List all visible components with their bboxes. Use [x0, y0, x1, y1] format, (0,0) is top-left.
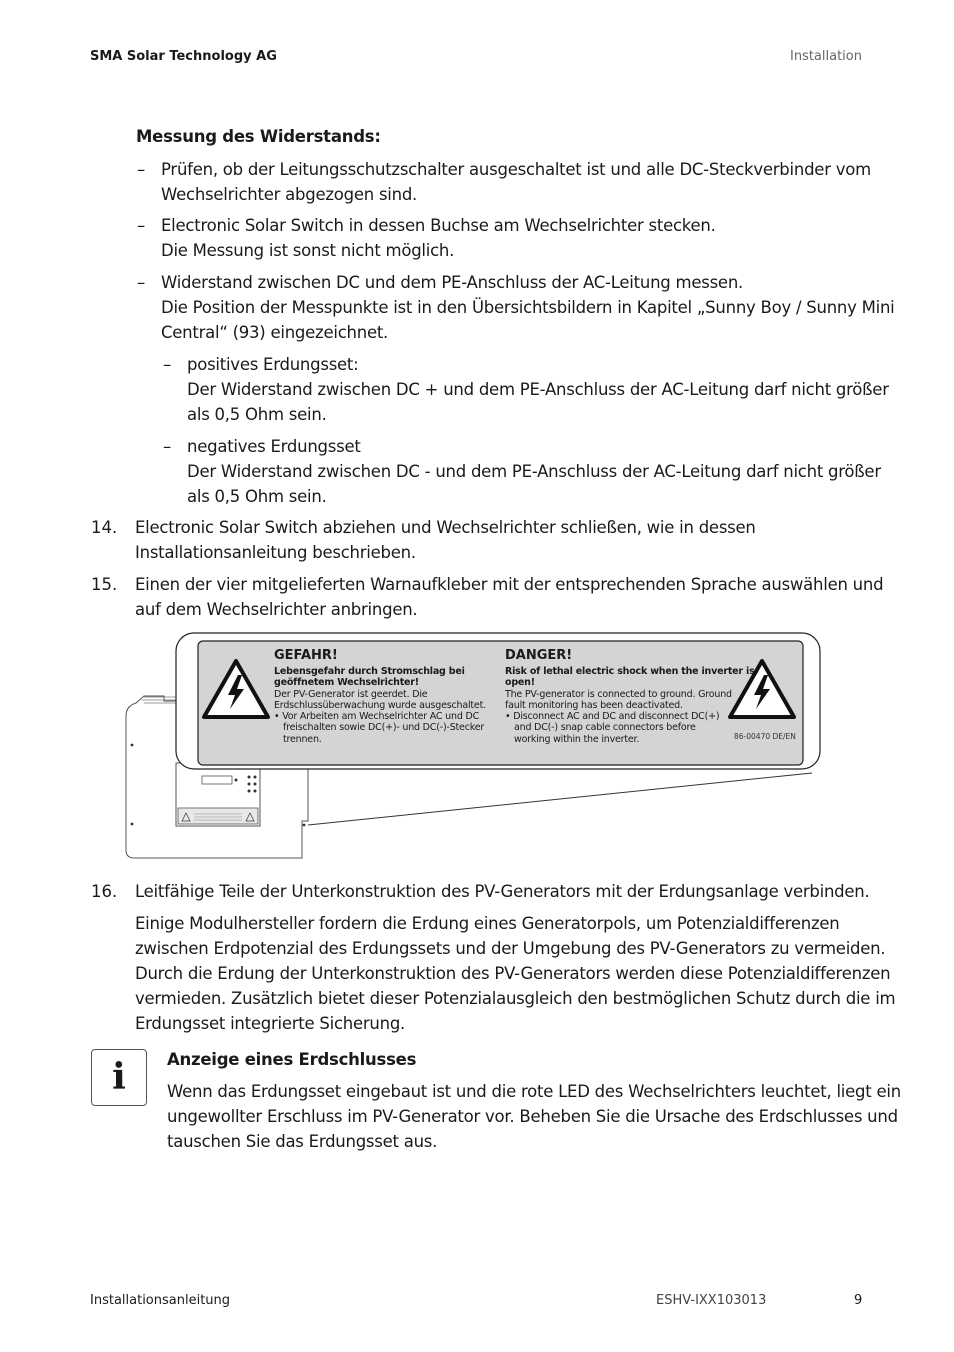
- step-15-line-1: Einen der vier mitgelieferten Warnaufkleber mit der entsprechenden Sprache auswählen und: [135, 575, 884, 594]
- label-de-line: freischalten sowie DC(+)- und DC(-)-Stecker: [283, 722, 485, 734]
- label-heading-en: DANGER!: [505, 648, 573, 663]
- section-name: Installation: [789, 49, 862, 64]
- paragraph-line: vermieden. Zusätzlich bietet dieser Potenzialausgleich den bestmöglichen Schutz durch die im: [135, 989, 896, 1008]
- paragraph-line: Durch die Erdung der Unterkonstruktion des PV-Generators werden diese Potenzialdifferenzen: [135, 964, 891, 983]
- step-number: 16.: [91, 882, 118, 901]
- bullet-2-line-2: Die Messung ist sonst nicht möglich.: [161, 241, 455, 260]
- label-en-line: open!: [505, 677, 535, 689]
- paragraph-line: Einige Modulhersteller fordern die Erdung eines Generatorpols, um Potenzialdifferenzen: [135, 914, 840, 933]
- label-de-line: Der PV-Generator ist geerdet. Die: [274, 688, 428, 700]
- bullet-1-line-1: Prüfen, ob der Leitungsschutzschalter ausgeschaltet ist und alle DC-Steckverbinder vom: [161, 160, 871, 179]
- label-en-line: • Disconnect AC and DC and disconnect DC(+): [505, 711, 720, 723]
- label-de-line: trennen.: [283, 733, 322, 745]
- label-en-line: fault monitoring has been deactivated.: [505, 699, 683, 711]
- label-en-line: working within the inverter.: [514, 733, 640, 745]
- label-de-line: Lebensgefahr durch Stromschlag bei: [274, 666, 465, 677]
- bullet-dash: –: [137, 273, 146, 292]
- info-line: ungewollter Erschluss im PV-Generator vor. Beheben Sie die Ursache des Erdschlusses und: [167, 1107, 898, 1126]
- sub-bullet-2-line-1: negatives Erdungsset: [187, 437, 361, 456]
- step-16-line-1: Leitfähige Teile der Unterkonstruktion des PV-Generators mit der Erdungsanlage verbinden.: [135, 882, 870, 901]
- label-heading-de: GEFAHR!: [274, 648, 338, 663]
- step-number: 14.: [91, 518, 118, 537]
- bullet-3-line-3: Central“ (93) eingezeichnet.: [161, 323, 389, 342]
- warning-label-figure: [124, 631, 824, 861]
- page-number: 9: [854, 1293, 863, 1308]
- info-line: Wenn das Erdungsset eingebaut ist und die rote LED des Wechselrichters leuchtet, liegt ein: [167, 1082, 901, 1101]
- bullet-1-line-2: Wechselrichter abgezogen sind.: [161, 185, 418, 204]
- label-en-line: Risk of lethal electric shock when the inverter is: [505, 666, 755, 677]
- company-name: SMA Solar Technology AG: [90, 49, 277, 64]
- sub-bullet-2-line-3: als 0,5 Ohm sein.: [187, 487, 327, 506]
- bullet-2-line-1: Electronic Solar Switch in dessen Buchse am Wechselrichter stecken.: [161, 216, 716, 235]
- step-14-line-2: Installationsanleitung beschrieben.: [135, 543, 416, 562]
- label-en-line: The PV-generator is connected to ground. Ground: [505, 688, 732, 700]
- sub-bullet-dash: –: [163, 355, 172, 374]
- bullet-3-line-1: Widerstand zwischen DC und dem PE-Anschluss der AC-Leitung messen.: [161, 273, 744, 292]
- sub-bullet-1-line-2: Der Widerstand zwischen DC + und dem PE-Anschluss der AC-Leitung darf nicht größer: [187, 380, 889, 399]
- step-14-line-1: Electronic Solar Switch abziehen und Wechselrichter schließen, wie in dessen: [135, 518, 756, 537]
- sub-bullet-dash: –: [163, 437, 172, 456]
- step-number: 15.: [91, 575, 118, 594]
- label-de-line: Erdschlussüberwachung wurde ausgeschaltet.: [274, 699, 486, 711]
- sub-bullet-2-line-2: Der Widerstand zwischen DC - und dem PE-Anschluss der AC-Leitung darf nicht größer: [187, 462, 881, 481]
- bullet-dash: –: [137, 160, 146, 179]
- paragraph-line: Erdungsset integrierte Sicherung.: [135, 1014, 406, 1033]
- paragraph-line: zwischen Erdpotenzial des Erdungssets und der Umgebung des PV-Generators zu vermeiden.: [135, 939, 886, 958]
- info-line: tauschen Sie das Erdungsset aus.: [167, 1132, 438, 1151]
- info-icon: [91, 1049, 147, 1106]
- bullet-dash: –: [137, 216, 146, 235]
- section-title: Messung des Widerstands:: [136, 127, 381, 146]
- info-icon-glyph: i: [112, 1056, 126, 1098]
- sub-bullet-1-line-3: als 0,5 Ohm sein.: [187, 405, 327, 424]
- label-de-line: • Vor Arbeiten am Wechselrichter AC und DC: [274, 711, 480, 723]
- bullet-3-line-2: Die Position der Messpunkte ist in den Übersichtsbildern in Kapitel „Sunny Boy / Sunny Mini: [161, 298, 895, 317]
- label-text-en: [505, 666, 755, 745]
- sub-bullet-1-line-1: positives Erdungsset:: [187, 355, 359, 374]
- footer-doc-id: ESHV-IXX103013: [656, 1293, 767, 1308]
- step-15-line-2: auf dem Wechselrichter anbringen.: [135, 600, 418, 619]
- label-de-line: geöffnetem Wechselrichter!: [274, 677, 419, 689]
- info-title: Anzeige eines Erdschlusses: [167, 1050, 417, 1069]
- label-part-code: 86-00470 DE/EN: [734, 732, 796, 741]
- label-text-de: [274, 666, 486, 745]
- label-en-line: and DC(-) snap cable connectors before: [514, 722, 696, 734]
- footer-doc-title: Installationsanleitung: [90, 1293, 231, 1308]
